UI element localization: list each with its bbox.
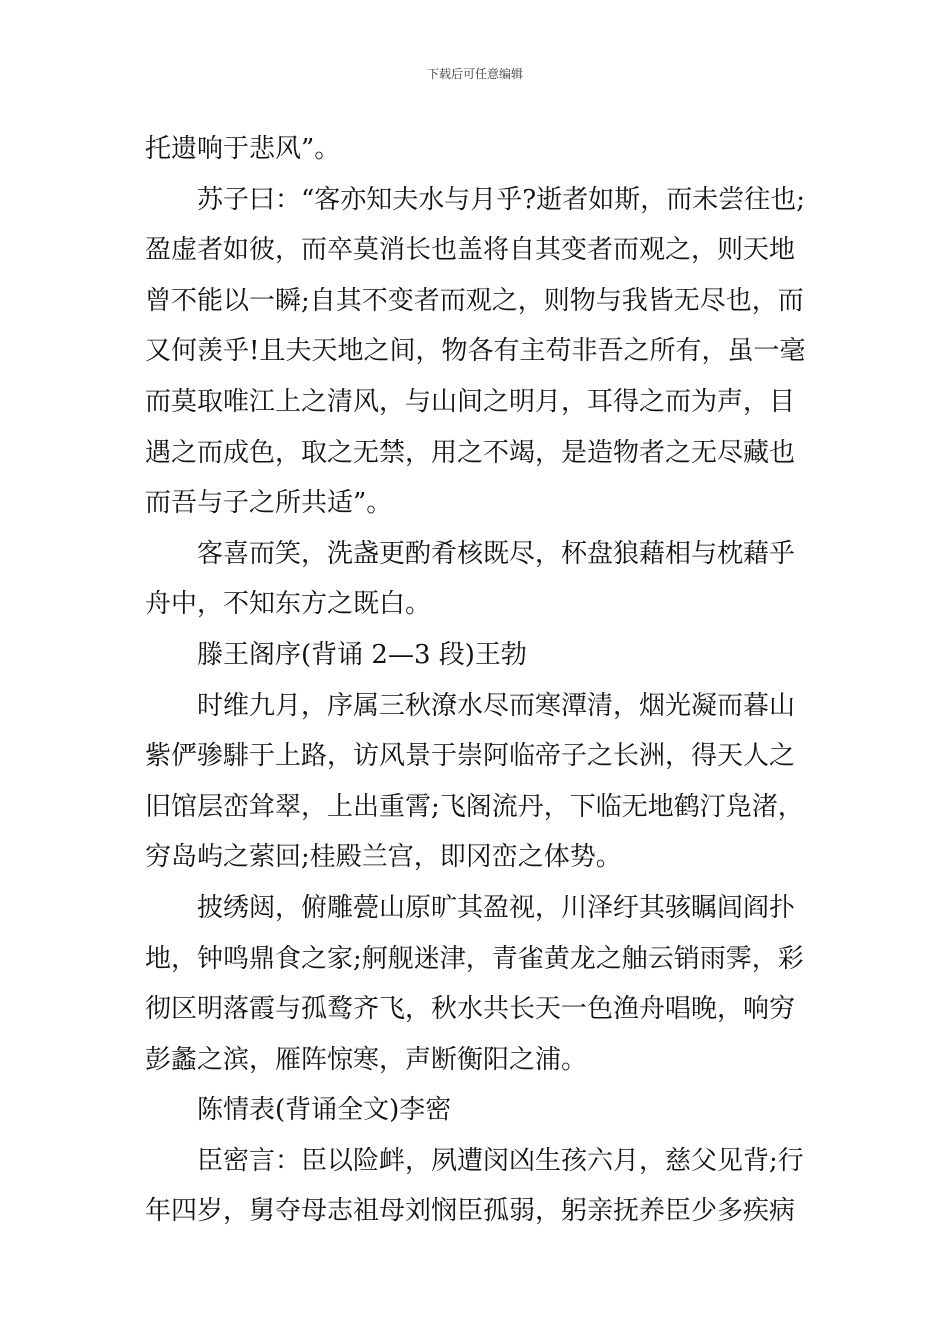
text-line: 彻区明落霞与孤鹜齐飞，秋水共长天一色渔舟唱晚，响穷 — [145, 994, 796, 1025]
text-line: 而吾与子之所共适”。 — [145, 488, 393, 519]
text-line: 旧馆层峦耸翠，上出重霄;飞阁流丹，下临无地鹤汀凫渚， — [145, 791, 804, 822]
text-line: 臣密言：臣以险衅，夙遭闵凶生孩六月，慈父见背;行 — [197, 1145, 804, 1176]
text-line: 地，钟鸣鼎食之家;舸舰迷津，青雀黄龙之舳云销雨霁，彩 — [145, 943, 804, 974]
text-line: 曾不能以一瞬;自其不变者而观之，则物与我皆无尽也，而 — [145, 285, 804, 316]
text-line: 又何羡乎!且夫天地之间，物各有主苟非吾之所有，虽一毫 — [145, 336, 806, 367]
text-line: 年四岁，舅夺母志祖母刘悯臣孤弱，躬亲抚养臣少多疾病 — [145, 1196, 796, 1227]
text-line: 而莫取唯江上之清风，与山间之明月，耳得之而为声，目 — [145, 386, 796, 417]
text-line: 披绣闼，俯雕甍山原旷其盈视，川泽纡其骇瞩闾阎扑 — [197, 892, 796, 923]
text-line: 客喜而笑，洗盏更酌肴核既尽，杯盘狼藉相与枕藉乎 — [197, 538, 796, 569]
text-line: 彭蠡之滨，雁阵惊寒，声断衡阳之浦。 — [145, 1044, 588, 1075]
section-heading: 滕王阁序(背诵 2—3 段)王勃 — [197, 639, 527, 670]
text-line: 盈虚者如彼，而卒莫消长也盖将自其变者而观之，则天地 — [145, 235, 796, 266]
text-line: 紫俨骖騑于上路，访风景于崇阿临帝子之长洲，得天人之 — [145, 741, 796, 772]
text-line: 穷岛屿之萦回;桂殿兰宫，即冈峦之体势。 — [145, 842, 622, 873]
text-line: 苏子曰：“客亦知夫水与月乎?逝者如斯，而未尝往也; — [197, 184, 805, 215]
body-text — [145, 124, 810, 1237]
text-line: 遇之而成色，取之无禁，用之不竭，是造物者之无尽藏也 — [145, 437, 796, 468]
text-line: 托遗响于悲风”。 — [145, 134, 341, 164]
text-line: 舟中，不知东方之既白。 — [145, 589, 432, 620]
text-line: 时维九月，序属三秋潦水尽而寒潭清，烟光凝而暮山 — [197, 690, 796, 721]
section-heading: 陈情表(背诵全文)李密 — [197, 1095, 452, 1126]
page-header: 下载后可任意编辑 — [426, 67, 523, 81]
